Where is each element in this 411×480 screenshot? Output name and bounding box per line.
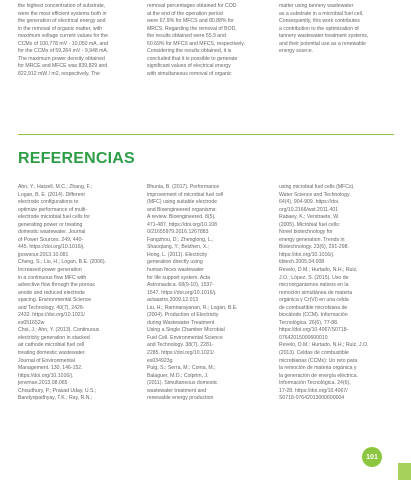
reference-line: during Wastewater Treatment [147,319,215,326]
abstract-column-2 [147,3,266,78]
text-line: and their potential use as a renewable [279,40,366,47]
reference-entry [279,267,396,342]
reference-line: and Bioengineered organisms: [147,206,217,213]
text-line: 822,912 mW / m2, respectively. The [18,70,100,77]
reference-line: de combustible microbiana de [279,304,348,311]
reference-line: Cheng, S.; Liu, H.; Logan, B.E. (2006). [18,259,107,266]
reference-line: 17-28. https://doi.org/10.4067/ [279,387,348,394]
reference-entry [18,184,136,259]
reference-line: 07642015000600010 [279,334,328,341]
reference-line: advective flow through the porous [18,282,95,289]
reference-entry [18,327,136,387]
reference-line: and Technology. 40(7), 2426- [18,304,85,311]
page-edge-tab [398,463,411,480]
text-line: tannery wastewater treatment systems, [279,33,369,40]
abstract-column-3 [279,3,398,56]
reference-line: Revelo, D.M.; Hurtado, N.H.; Ruiz, J.O. [279,342,369,349]
reference-line: 471-487. https://doi.org/10.108 [147,221,218,228]
reference-line: 0/21655979.2016.1267883 [147,229,209,236]
reference-line: org/10.2166/wst.2011.401 [279,206,339,213]
reference-line: 445. https://doi.org/10.1016/j. [18,244,85,251]
text-line: the results obtained were 55.9 and [147,33,226,40]
text-line: energy source. [279,48,314,55]
reference-entry [147,237,266,305]
text-line: The maximum power density obtained [18,55,105,62]
section-divider [18,134,394,135]
reference-line: Ahn, Y.; Hatzell, M.C.; Zhang, F.; [18,184,93,190]
reference-entry [147,365,266,403]
reference-line: https://doi.org/10.1016/j. [18,372,74,379]
reference-line: Bhunia, B. (2017). Performance [147,184,220,190]
text-line: CCMs of 100,778 mV - 10,050 mA, and [18,40,109,47]
text-line: were 67.9% for MFCS and 80.88% for [147,18,234,25]
reference-entry [147,184,266,237]
reference-line: Using a Single Chamber Microbial [147,327,225,334]
reference-line: Liu, H.; Ramnarayanan, R.; Logan, B.E. [147,304,238,311]
reference-line: (2013). Celdas de combustible [279,350,349,357]
reference-line: Hong, L. (2011). Electricity [147,251,208,258]
reference-line: microbianas (CCMs): Un reto para [279,357,358,364]
reference-line: jenvman.2013.08.065 [18,380,68,387]
reference-line: (MFC) using suitable electrode [147,199,217,206]
reference-line: domestic wastewater. Journal [18,229,86,236]
reference-line: air cathode microbial fuel cell [18,342,85,349]
reference-line: for life support system. Acta [147,274,211,281]
reference-line: https://doi.org/10.1016/j. [279,251,335,258]
text-line: for MRCE and MFCE was 839,829 and [18,63,108,70]
text-line: significant values of electrical energy [147,63,231,70]
reference-line: 1547. https://doi.org/10.1016/j. [147,289,217,296]
reference-line: Novel biotechnology for [279,229,333,236]
text-line: maximum voltage current values for the [18,33,108,40]
reference-line: la generación de energía eléctrica. [279,372,358,379]
reference-line: Choudhury, P.; Prasad Uday, U.S.; [18,387,97,394]
reference-line: Increased power generation [18,267,82,274]
page-number: 101 [366,453,378,461]
reference-line: optimize performance of multi- [18,206,88,213]
reference-line: electrode microbial fuel cells for [18,214,90,221]
reference-line: Balaguer, M.D.; Colprim, J. [147,372,209,379]
reference-line: Shaoqiang, Y.; Beizhen, X.; [147,244,210,251]
reference-line: Astronautica. 68(9-10), 1537- [147,282,214,289]
reference-line: Water Science and Technology. [279,191,351,198]
reference-line: S0718-07642013000600004 [279,395,345,402]
reference-line: Fangzhou, D.; Zhenglong, L.; [147,236,214,243]
text-line: MRCS. Regarding the removal of BOD, [147,25,237,32]
text-line: at the end of the operation period [147,10,223,17]
text-line: the highest concentration of substrate, [18,3,106,9]
reference-line: es051652w [18,319,45,326]
reference-line: (2004). Production of Electricity [147,312,219,319]
reference-line: orgánica y Cr(VI) en una celda [279,297,349,304]
reference-line: Choi, J.; Ahn, Y. (2013). Continuous [18,327,100,334]
reference-line: Puig, S.; Serra, M.; Coma, M.; [147,365,216,372]
references-heading: REFERENCIAS [18,150,135,167]
reference-line: treating domestic wastewater. [18,350,86,357]
text-line: a contribution to the optimization of [279,25,359,32]
reference-line: remoción simultánea de materia [279,289,353,296]
reference-line: Biotechnology. 23(6), 291-298. [279,244,349,251]
reference-line: Tecnológica. 26(6), 77-88. [279,319,339,326]
reference-line: electrode configurations to [18,199,79,206]
reference-line: anode and reduced electrode [18,289,85,296]
reference-line: tibtech.2005.04.008 [279,259,325,266]
reference-line: energy generation. Trends in [279,236,345,243]
reference-line: Revelo, D.M.; Hurtado, N.H.; Ruiz, [279,267,358,274]
reference-line: renewable energy production [147,395,214,402]
text-line: matter using tannery wastewater [279,3,354,9]
reference-line: Management. 130, 146-152. [18,365,83,372]
reference-line: Logan, B. E. (2014). Different [18,191,85,198]
reference-line: actaastro.2009.12.013 [147,297,199,304]
references-column-1 [18,184,136,403]
text-line: for the CCMs of 59,264 mV - 9,948 mA. [18,48,109,55]
text-line: were the most efficient systems both in [18,10,107,17]
text-line: the generation of electrical energy and [18,18,106,25]
reference-line: 2432. https://doi.org/10.1021/ [18,312,85,319]
reference-line: biocátodo (CCM). Información [279,312,348,319]
abstract-column-1 [18,3,137,78]
reference-line: human feces wastewater [147,267,204,274]
reference-line: 2285. https://doi.org/10.1021/ [147,350,214,357]
text-line: 60.69% for MFCS and MFCS, respectively. [147,40,245,47]
reference-line: generating power or treating [18,221,83,228]
text-line: in the removal of organic matter, with [18,25,103,32]
reference-line: J.O.; López, S. (2015). Uso de [279,274,349,281]
reference-entry [279,342,396,402]
reference-line: Fuel Cell. Environmental Science [147,334,223,341]
reference-line: (2005). Microbial fuel cells: [279,221,341,228]
reference-line: jpowsour.2013.10.081 [18,251,69,258]
reference-entry [18,259,136,327]
reference-line: Journal of Environmental [18,357,75,364]
reference-line: (2011). Simultaneous domestic [147,380,218,387]
text-line: concluded that it is possible to generate [147,55,238,62]
reference-line: 64(4), 904-909. https://doi. [279,199,340,206]
reference-line: spacing. Environmental Science [18,297,92,304]
reference-line: la remoción de materia orgánica y [279,365,357,372]
reference-line: A review. Bioengineered. 8(5), [147,214,216,221]
reference-line: es034923g [147,357,173,364]
page-number-badge [362,447,382,467]
text-line: removal percentages obtained for COD [147,3,237,9]
reference-entry [279,214,396,267]
reference-line: Rabaey, K.; Verstraete, W. [279,214,340,221]
reference-line: of Power Sources. 249, 440- [18,236,84,243]
references-column-3 [279,184,396,403]
reference-line: improvement of microbial fuel cell [147,191,224,198]
references-column-2 [147,184,266,403]
reference-line: Información Tecnológica. 24(6), [279,380,351,387]
reference-line: in a continuous flow MFC with [18,274,87,281]
reference-entry [18,388,136,403]
text-line: with simultaneous removal of organic [147,70,232,77]
reference-entry [279,184,396,214]
text-line: as a substrate in a microbial fuel cell. [279,10,364,17]
reference-line: electricity generation in stacked [18,334,90,341]
text-line: Consequently, this work contributes [279,18,360,25]
reference-line: Bandyopadhyay, T.K.; Ray, R.N.; [18,395,93,402]
reference-entry [147,305,266,365]
reference-line: using microbial fuel cells (MFCs). [279,184,355,190]
reference-line: generation directly using [147,259,203,266]
reference-line: https://doi.org/10.4067/S0718- [279,327,349,334]
reference-line: and Technology. 38(7), 2281- [147,342,214,349]
text-line: Considering the results obtained, it is [147,48,232,55]
reference-line: wastewater treatment and [147,387,207,394]
reference-line: microorganismos nativos en la [279,282,349,289]
